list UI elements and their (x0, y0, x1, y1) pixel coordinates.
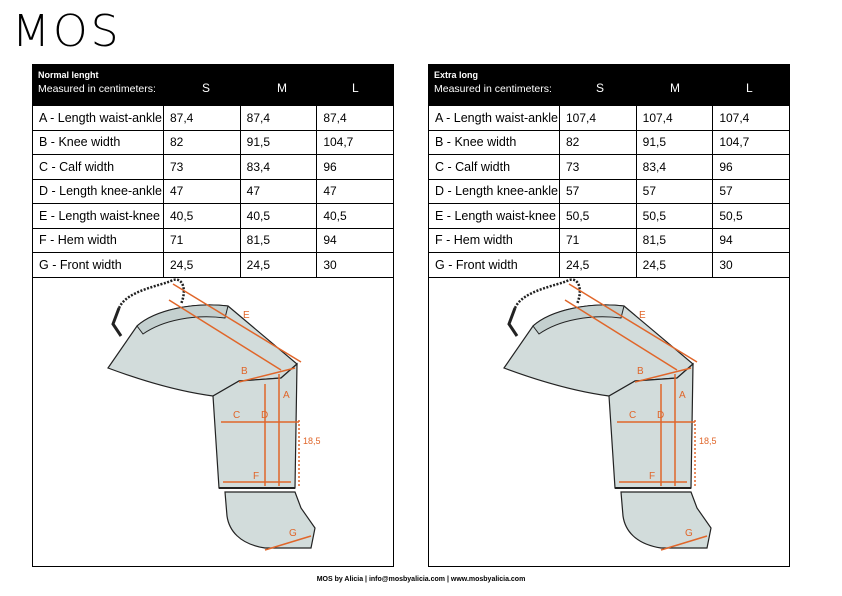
row-label: E - Length waist-knee (33, 204, 164, 229)
cell-s: 24,5 (164, 253, 241, 278)
cell-s: 50,5 (560, 204, 637, 229)
cell-l: 104,7 (713, 130, 790, 155)
cell-s: 57 (560, 179, 637, 204)
cell-s: 40,5 (164, 204, 241, 229)
row-label: C - Calf width (33, 155, 164, 180)
letter-c: C (629, 409, 637, 421)
cell-l: 104,7 (317, 130, 394, 155)
brand-logo: MOS (12, 6, 122, 57)
letter-a: A (283, 389, 290, 401)
cell-l: 96 (317, 155, 394, 180)
row-label: A - Length waist-ankle (33, 106, 164, 131)
dimension-label: 18,5 (303, 435, 321, 446)
table-row (429, 204, 790, 229)
row-label: C - Calf width (429, 155, 560, 180)
cell-m: 83,4 (636, 155, 713, 180)
cell-s: 73 (560, 155, 637, 180)
drawstring-end (509, 308, 517, 336)
row-label: F - Hem width (429, 228, 560, 253)
table-row (429, 106, 790, 131)
table-row (33, 155, 394, 180)
letter-d: D (261, 409, 269, 421)
table-header (428, 64, 790, 105)
size-header-s: S (596, 81, 605, 95)
size-header-m: M (277, 81, 287, 95)
size-table (428, 105, 790, 278)
cell-m: 40,5 (240, 204, 317, 229)
table-title: Normal lenght (38, 70, 99, 80)
table-row (33, 179, 394, 204)
letter-a: A (679, 389, 686, 401)
letter-b: B (241, 365, 248, 377)
table-row (33, 106, 394, 131)
table-row (33, 204, 394, 229)
size-header-s: S (202, 81, 211, 95)
cell-s: 82 (164, 130, 241, 155)
table-row (33, 253, 394, 278)
table-subtitle: Measured in centimeters: (38, 83, 156, 95)
cell-s: 73 (164, 155, 241, 180)
row-label: F - Hem width (33, 228, 164, 253)
table-row (33, 228, 394, 253)
row-label: E - Length waist-knee (429, 204, 560, 229)
size-chart-normal (32, 64, 394, 567)
measurement-diagram (428, 278, 790, 567)
cell-s: 71 (560, 228, 637, 253)
cell-m: 24,5 (240, 253, 317, 278)
size-chart-extra-long (428, 64, 790, 567)
table-header (32, 64, 394, 105)
row-label: B - Knee width (429, 130, 560, 155)
cell-m: 87,4 (240, 106, 317, 131)
trouser-illustration (429, 278, 789, 566)
table-row (429, 155, 790, 180)
dimension-label: 18,5 (699, 435, 717, 446)
cell-l: 87,4 (317, 106, 394, 131)
trouser-illustration (33, 278, 393, 566)
row-label: G - Front width (33, 253, 164, 278)
cell-l: 94 (317, 228, 394, 253)
cell-l: 96 (713, 155, 790, 180)
cell-m: 50,5 (636, 204, 713, 229)
cell-s: 87,4 (164, 106, 241, 131)
cell-s: 47 (164, 179, 241, 204)
letter-b: B (637, 365, 644, 377)
size-header-l: L (352, 81, 359, 95)
table-title: Extra long (434, 70, 479, 80)
cell-m: 91,5 (636, 130, 713, 155)
cell-m: 81,5 (636, 228, 713, 253)
row-label: A - Length waist-ankle (429, 106, 560, 131)
cell-s: 82 (560, 130, 637, 155)
row-label: B - Knee width (33, 130, 164, 155)
cell-m: 83,4 (240, 155, 317, 180)
measurement-diagram (32, 278, 394, 567)
letter-f: F (649, 470, 656, 482)
letter-e: E (243, 309, 250, 321)
row-label: D - Length knee-ankle (429, 179, 560, 204)
table-row (429, 253, 790, 278)
table-row (429, 228, 790, 253)
cell-m: 107,4 (636, 106, 713, 131)
footer-contact: MOS by Alicia | info@mosbyalicia.com | www.mosbyalicia.com (316, 576, 526, 583)
cell-s: 71 (164, 228, 241, 253)
letter-d: D (657, 409, 665, 421)
table-row (429, 130, 790, 155)
cell-l: 94 (713, 228, 790, 253)
cell-m: 81,5 (240, 228, 317, 253)
table-subtitle: Measured in centimeters: (434, 83, 552, 95)
row-label: G - Front width (429, 253, 560, 278)
letter-f: F (253, 470, 260, 482)
cell-l: 50,5 (713, 204, 790, 229)
cell-l: 30 (317, 253, 394, 278)
cell-s: 24,5 (560, 253, 637, 278)
cell-m: 91,5 (240, 130, 317, 155)
letter-e: E (639, 309, 646, 321)
letter-c: C (233, 409, 241, 421)
cell-l: 107,4 (713, 106, 790, 131)
letter-g: G (289, 527, 297, 539)
cell-l: 57 (713, 179, 790, 204)
letter-g: G (685, 527, 693, 539)
size-header-m: M (670, 81, 680, 95)
table-row (429, 179, 790, 204)
size-table (32, 105, 394, 278)
size-header-l: L (746, 81, 753, 95)
cell-s: 107,4 (560, 106, 637, 131)
row-label: D - Length knee-ankle (33, 179, 164, 204)
cell-m: 47 (240, 179, 317, 204)
cell-l: 30 (713, 253, 790, 278)
table-row (33, 130, 394, 155)
cell-l: 47 (317, 179, 394, 204)
cell-m: 24,5 (636, 253, 713, 278)
cell-l: 40,5 (317, 204, 394, 229)
cell-m: 57 (636, 179, 713, 204)
drawstring-end (113, 308, 121, 336)
